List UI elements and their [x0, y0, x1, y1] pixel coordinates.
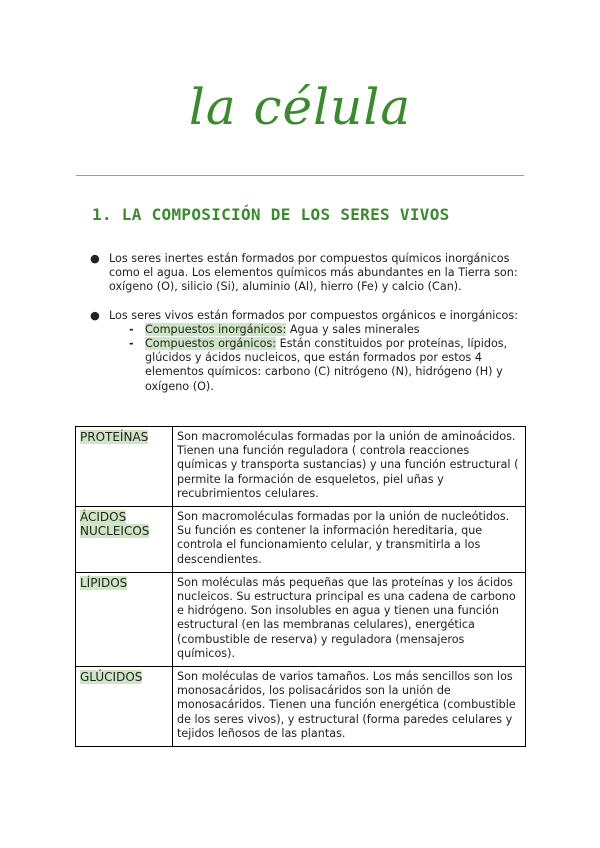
term-cell — [76, 427, 173, 507]
highlight-label: Compuestos inorgánicos: — [145, 322, 287, 336]
table-row — [76, 572, 526, 666]
horizontal-divider — [76, 175, 524, 176]
term-cell — [76, 572, 173, 666]
table-row — [76, 507, 526, 573]
subitem-text: Agua y sales minerales — [286, 322, 420, 336]
table-row — [76, 427, 526, 507]
page-title: la célula — [188, 78, 412, 136]
term-glucidos: GLÚCIDOS — [80, 670, 143, 685]
table-row — [76, 667, 526, 747]
highlight-label: Compuestos orgánicos: — [145, 337, 277, 351]
section-heading: 1. LA COMPOSICIÓN DE LOS SERES VIVOS — [92, 205, 450, 224]
bullet-item-living — [90, 309, 530, 394]
dash-icon: - — [129, 337, 134, 351]
subitem-inorganic — [109, 323, 530, 337]
biomolecules-table — [75, 426, 526, 747]
term-lipidos: LÍPIDOS — [80, 575, 128, 590]
term-cell — [76, 507, 173, 573]
description-cell: Son moléculas de varios tamaños. Los más sencillos son los monosacáridos, los polisacáridos son la unión de monosacáridos. Tienen una función energética (combustible de los seres vivos), y estructural (forma paredes celulares y tejidos leñosos de las plantas. — [173, 667, 526, 747]
description-cell: Son moléculas más pequeñas que las proteínas y los ácidos nucleicos. Su estructura principal es una cadena de carbono e hidrógeno. Son insolubles en agua y tienen una función estructural (en las membranas celulares), energética (combustible de reserva) y reguladora (mensajeros químicos). — [173, 572, 526, 666]
term-acidos-nucleicos: ÁCIDOS NUCLEICOS — [80, 510, 150, 539]
term-cell — [76, 667, 173, 747]
subitem-organic — [109, 337, 530, 394]
bullet-item-inert — [90, 252, 530, 295]
description-cell: Son macromoléculas formadas por la unión de aminoácidos. Tienen una función reguladora ( controla reacciones químicas y transporta sustancias) y una función estructural ( permite la formación de esqueletos, piel uñas y recubrimientos celulares. — [173, 427, 526, 507]
bullet-list — [90, 252, 530, 408]
description-cell: Son macromoléculas formadas por la unión de nucleótidos. Su función es contener la información hereditaria, que controla el funcionamiento celular, y transmitirla a los descendientes. — [173, 507, 526, 573]
bullet-dot-icon: ● — [90, 308, 100, 322]
term-proteinas: PROTEÍNAS — [80, 430, 149, 444]
subitem-text: Están constituidos por proteínas, lípidos, glúcidos y ácidos nucleicos, que están formados por estos 4 elementos químicos: carbono (C) nitrógeno (N), hidrógeno (H) y oxígeno (O). — [145, 337, 508, 393]
bullet-text: Los seres inertes están formados por compuestos químicos inorgánicos como el agua. Los elementos químicos más abundantes en la Tierra son: oxígeno (O), silicio (Si), aluminio (Al), hierro (Fe) y calcio (Can). — [109, 252, 518, 294]
bullet-text: Los seres vivos están formados por compuestos orgánicos e inorgánicos: — [109, 308, 518, 322]
dash-icon: - — [129, 322, 134, 336]
bullet-dot-icon: ● — [90, 252, 100, 265]
